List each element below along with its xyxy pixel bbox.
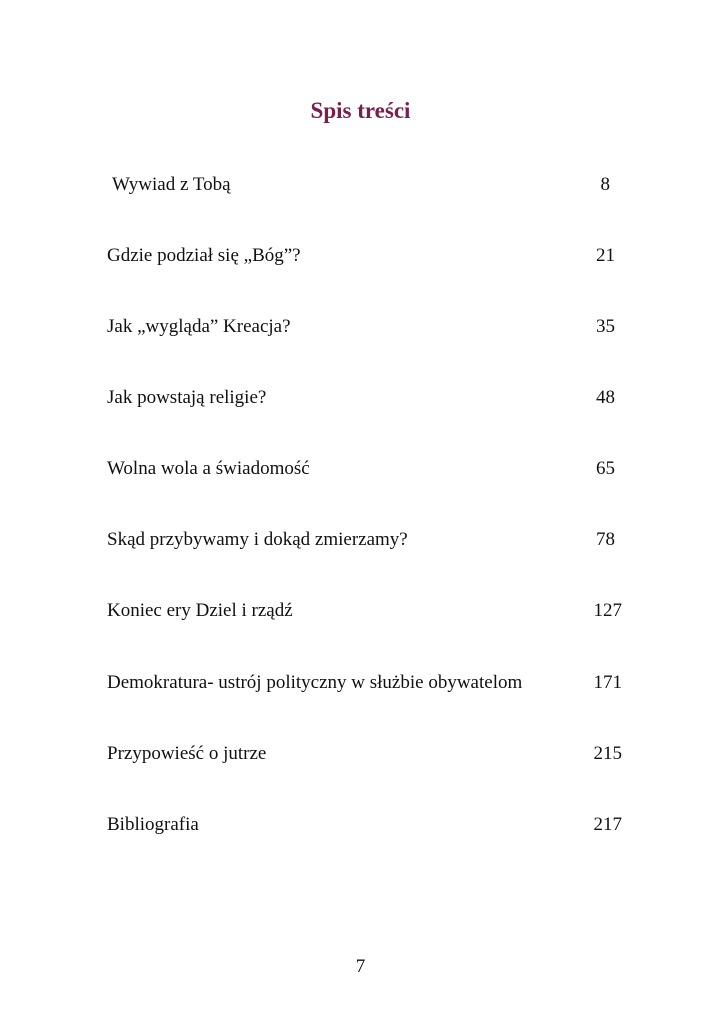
toc-entry-page: 127 [593, 600, 622, 621]
toc-entry-title: Jak powstają religie? [107, 387, 267, 408]
page-number: 7 [355, 956, 366, 977]
toc-entry-page: 35 [596, 316, 615, 337]
toc-entry-page: 171 [593, 672, 622, 693]
toc-entry-page: 65 [596, 458, 615, 479]
toc-entry-page: 48 [596, 387, 615, 408]
toc-entry-title: Jak „wygląda” Kreacja? [107, 316, 291, 337]
toc-entry-title: Bibliografia [107, 814, 199, 835]
toc-entry-title: Gdzie podział się „Bóg”? [107, 245, 301, 266]
toc-entry[interactable] [0, 312, 721, 342]
toc-entry[interactable] [0, 383, 721, 413]
toc-entry[interactable] [0, 739, 721, 769]
toc-entry[interactable] [0, 596, 721, 626]
toc-entry[interactable] [0, 170, 721, 200]
toc-entry-page: 215 [593, 743, 622, 764]
toc-entry-title: Wolna wola a świadomość [107, 458, 310, 479]
toc-entry-title: Koniec ery Dziel i rządź [107, 600, 293, 621]
toc-title: Spis treści [310, 98, 411, 123]
toc-entry-page: 21 [596, 245, 615, 266]
toc-entry-title: Wywiad z Tobą [112, 174, 231, 195]
toc-entry-page: 8 [600, 174, 610, 195]
toc-entry-title: Przypowieść o jutrze [107, 743, 267, 764]
toc-entry-page: 78 [596, 529, 615, 550]
toc-entry[interactable] [0, 241, 721, 271]
toc-entry[interactable] [0, 454, 721, 484]
toc-entry-title: Demokratura- ustrój polityczny w służbie obywatelom [107, 672, 523, 693]
toc-entry[interactable] [0, 525, 721, 555]
toc-entry[interactable] [0, 810, 721, 840]
toc-entry-page: 217 [593, 814, 622, 835]
toc-entry-title: Skąd przybywamy i dokąd zmierzamy? [107, 529, 408, 550]
toc-entry[interactable] [0, 668, 721, 698]
